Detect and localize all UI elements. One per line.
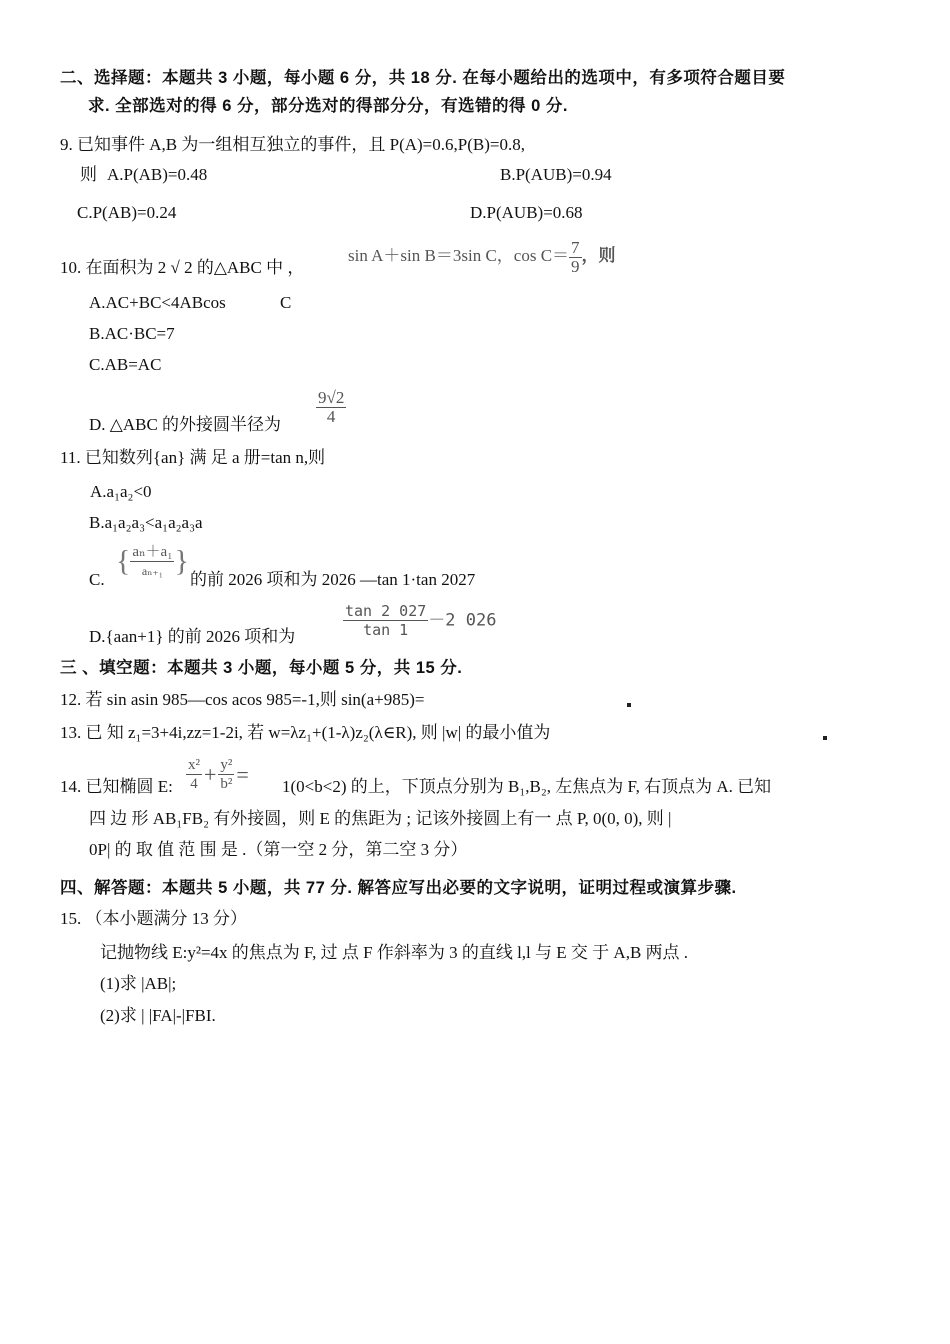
q14-plus: + bbox=[204, 761, 217, 787]
q10-optd-num: 9√2 bbox=[318, 388, 345, 407]
q9-prefix: 则 bbox=[80, 165, 97, 184]
q10-stem: 10. 在面积为 2 √ 2 的△ABC 中 ， bbox=[60, 258, 305, 277]
q14-line3: 0P| 的 取 值 范 围 是 .（第一空 2 分，第二空 3 分） bbox=[89, 840, 468, 859]
q10-formula bbox=[348, 236, 616, 276]
q9-stem: 9. 已知事件 A,B 为一组相互独立的事件，且 P(A)=0.6,P(B)=0.8, bbox=[60, 135, 525, 154]
q11-optd-den: tan 1 bbox=[363, 621, 409, 639]
q11-option-d-fraction bbox=[343, 602, 496, 639]
q10-option-c: C.AB=AC bbox=[89, 355, 162, 374]
section2-title-line2: 求. 全部选对的得 6 分，部分选对的得部分分，有选错的得 0 分. bbox=[88, 97, 568, 115]
q10-optd-den: 4 bbox=[326, 407, 336, 426]
q14-eq: = bbox=[236, 761, 249, 787]
q15-stem: 记抛物线 E:y²=4x 的焦点为 F, 过 点 F 作斜率为 3 的直线 l,l 与 E 交 于 A,B 两点 . bbox=[100, 943, 689, 962]
q12-text: 12. 若 sin asin 985—cos acos 985=-1,则 sin(a+985)= bbox=[60, 690, 425, 709]
q10-option-a-part1: A.AC+BC<4ABcos bbox=[89, 293, 226, 312]
q11-optd-tail: －2 026 bbox=[428, 610, 497, 631]
q11-optd-num: tan 2 027 bbox=[345, 602, 427, 620]
section4-title: 四、解答题：本题共 5 小题，共 77 分. 解答应写出必要的文字说明，证明过程或演算步骤. bbox=[60, 879, 737, 897]
q12-period-mark bbox=[627, 703, 631, 707]
q11-optc-num: aₙ＋a₁ bbox=[132, 544, 173, 560]
q9-option-b: B.P(AUB)=0.94 bbox=[500, 165, 612, 184]
q14-after-formula: 1(0<b<2) 的上，下顶点分别为 B₁,B₂, 左焦点为 F, 右顶点为 A. 已知 bbox=[282, 777, 772, 796]
q11-optc-den: aₙ₊₁ bbox=[141, 564, 163, 578]
q11-option-c-fraction: { $\frac{\text{aₙ＋a₁}}{\text{aₙ₊₁}}$ } bbox=[116, 544, 189, 578]
q11-option-c-label: C. bbox=[89, 570, 105, 589]
q11-option-d-text: D.{aan+1} 的前 2026 项和为 bbox=[89, 627, 296, 646]
q10-formula-fraction bbox=[569, 239, 582, 276]
q14-x-den: 4 bbox=[190, 776, 198, 792]
q15-part2: (2)求 | |FA|-|FBI. bbox=[100, 1006, 216, 1025]
q11-option-c-text: 的前 2026 项和为 2026 —tan 1·tan 2027 bbox=[190, 570, 476, 589]
section3-title: 三 、填空题：本题共 3 小题，每小题 5 分，共 15 分. bbox=[60, 659, 463, 677]
q10-option-a-part2: C bbox=[280, 293, 292, 312]
q10-option-b: B.AC·BC=7 bbox=[89, 324, 175, 343]
q14-y-num: y² bbox=[220, 757, 233, 773]
q15-header: 15. （本小题满分 13 分） bbox=[60, 909, 247, 928]
q9-option-a: A.P(AB)=0.48 bbox=[107, 165, 208, 184]
q10-option-d: D. △ABC 的外接圆半径为 bbox=[89, 415, 282, 434]
q10-formula-den: 9 bbox=[571, 256, 580, 276]
q11-option-b: B.a₁a₂a₃<a₁a₂a₃a bbox=[89, 513, 203, 532]
section2-title-line1: 二、选择题：本题共 3 小题，每小题 6 分，共 18 分. 在每小题给出的选项中，有多项符合题目要 bbox=[60, 69, 786, 87]
q9-option-c: C.P(AB)=0.24 bbox=[77, 203, 177, 222]
q15-part1: (1)求 |AB|; bbox=[100, 974, 177, 993]
q10-formula-post: ，则 bbox=[581, 246, 616, 265]
q10-formula-num: 7 bbox=[571, 237, 580, 257]
q14-line2: 四 边 形 AB₁FB₂ 有外接圆，则 E 的焦距为 ; 记该外接圆上有一 点 P, 0(0, 0), 则 | bbox=[89, 809, 672, 828]
q14-y-den: b² bbox=[220, 776, 233, 792]
q14-prefix: 14. 已知椭圆 E: bbox=[60, 777, 173, 796]
q14-x-num: x² bbox=[188, 757, 200, 773]
q10-option-d-fraction bbox=[316, 389, 346, 426]
q14-ellipse-formula bbox=[186, 756, 249, 793]
q11-option-a: A.a₁a₂<0 bbox=[90, 482, 152, 501]
q13-period-mark bbox=[823, 736, 827, 740]
q9-option-d: D.P(AUB)=0.68 bbox=[470, 203, 583, 222]
q10-formula-pre: sin A＋sin B＝3sin C，cos C＝ bbox=[348, 246, 570, 265]
q13-text: 13. 已 知 z₁=3+4i,zz=1-2i, 若 w=λz₁+(1-λ)z₂(λ∈R), 则 |w| 的最小值为 bbox=[60, 723, 551, 742]
q11-stem: 11. 已知数列{an} 满 足 a 册=tan n,则 bbox=[60, 448, 326, 467]
